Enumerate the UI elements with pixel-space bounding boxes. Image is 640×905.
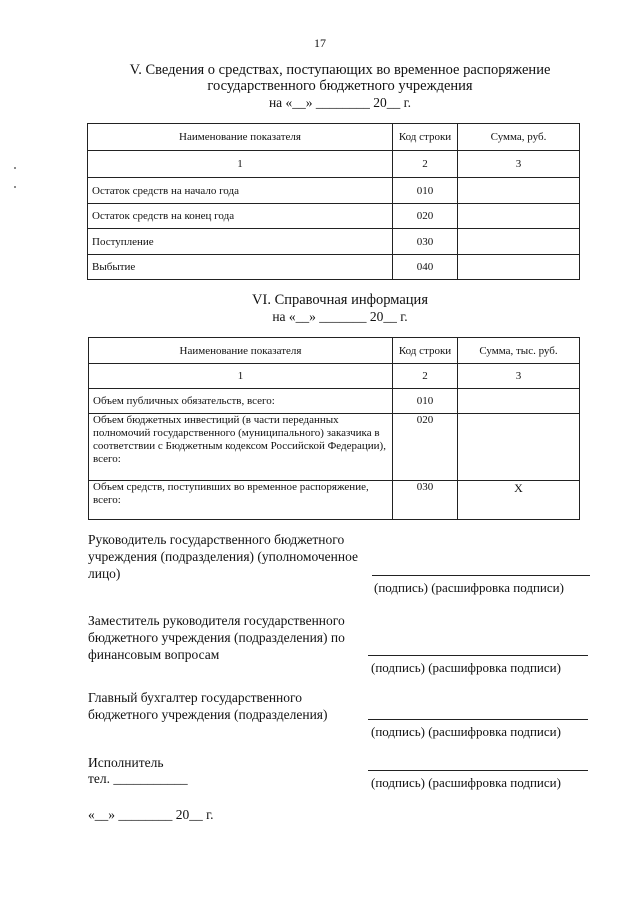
row-code: 020: [393, 414, 458, 481]
section5-title-line1: V. Сведения о средствах, поступающих во временное распоряжение: [129, 62, 551, 78]
row-name: Объем бюджетных инвестиций (в части переданных полномочий государственного (муниципального) заказчика в соответствии с Бюджетным кодексом Российской Федерации), всего:: [89, 414, 393, 481]
accountant-signature-caption: (подпись) (расшифровка подписи): [371, 724, 561, 739]
section5-title-line2: государственного бюджетного учреждения: [207, 78, 473, 94]
row-name: Объем публичных обязательств, всего:: [89, 389, 393, 414]
head-signature-label: Руководитель государственного бюджетного учреждения (подразделения) (уполномоченное лицо): [88, 532, 358, 581]
scan-speck: [14, 186, 16, 188]
row-name: Остаток средств на начало года: [88, 178, 393, 204]
row-sum: X: [458, 481, 580, 520]
header-indicator-name: Наименование показателя: [88, 124, 393, 151]
row-sum: [458, 178, 580, 204]
row-sum: [458, 204, 580, 229]
header-sum: Сумма, руб.: [458, 124, 580, 151]
table-row: [88, 229, 580, 255]
table-row: [89, 389, 580, 414]
accountant-signature-line: [368, 719, 588, 720]
row-code: 030: [393, 481, 458, 520]
header-row-code: Код строки: [393, 124, 458, 151]
section6-title: VI. Справочная информация: [252, 292, 428, 308]
row-name: Поступление: [88, 229, 393, 255]
document-date-line: «__» ________ 20__ г.: [88, 807, 214, 822]
table-header-row: [89, 338, 580, 364]
executor-phone: тел. ___________: [88, 771, 188, 786]
row-sum: [458, 255, 580, 280]
column-number: 2: [393, 151, 458, 178]
table-row: [88, 178, 580, 204]
column-number: 1: [89, 364, 393, 389]
section5-date-line: на «__» ________ 20__ г.: [268, 95, 412, 110]
header-indicator-name: Наименование показателя: [89, 338, 393, 364]
section5-table: [87, 123, 580, 280]
row-code: 020: [393, 204, 458, 229]
section6-date-line: на «__» _______ 20__ г.: [272, 309, 408, 324]
deputy-signature-label: Заместитель руководителя государственного бюджетного учреждения (подразделения) по финансовым вопросам: [88, 613, 345, 662]
column-number: 3: [458, 364, 580, 389]
scan-speck: [14, 167, 16, 169]
table-row: [88, 204, 580, 229]
row-name: Выбытие: [88, 255, 393, 280]
table-row: [89, 414, 580, 481]
header-sum: Сумма, тыс. руб.: [458, 338, 580, 364]
row-code: 040: [393, 255, 458, 280]
deputy-signature-line: [368, 655, 588, 656]
executor-signature-caption: (подпись) (расшифровка подписи): [371, 775, 561, 790]
table-header-row: [88, 124, 580, 151]
header-row-code: Код строки: [393, 338, 458, 364]
row-sum: [458, 414, 580, 481]
head-signature-line: [372, 575, 590, 576]
column-number: 2: [393, 364, 458, 389]
row-name: Остаток средств на конец года: [88, 204, 393, 229]
row-code: 030: [393, 229, 458, 255]
accountant-signature-label: Главный бухгалтер государственного бюджетного учреждения (подразделения): [88, 690, 328, 722]
page-number: 17: [314, 36, 326, 50]
column-number: 3: [458, 151, 580, 178]
deputy-signature-caption: (подпись) (расшифровка подписи): [371, 660, 561, 675]
column-number: 1: [88, 151, 393, 178]
row-sum: [458, 229, 580, 255]
table-number-row: [88, 151, 580, 178]
row-code: 010: [393, 178, 458, 204]
executor-signature-line: [368, 770, 588, 771]
row-code: 010: [393, 389, 458, 414]
row-sum: [458, 389, 580, 414]
executor-label: Исполнитель: [88, 755, 164, 770]
table-row: [89, 481, 580, 520]
table-number-row: [89, 364, 580, 389]
row-name: Объем средств, поступивших во временное распоряжение, всего:: [89, 481, 393, 520]
table-row: [88, 255, 580, 280]
head-signature-caption: (подпись) (расшифровка подписи): [374, 580, 564, 595]
section6-table: [88, 337, 580, 520]
